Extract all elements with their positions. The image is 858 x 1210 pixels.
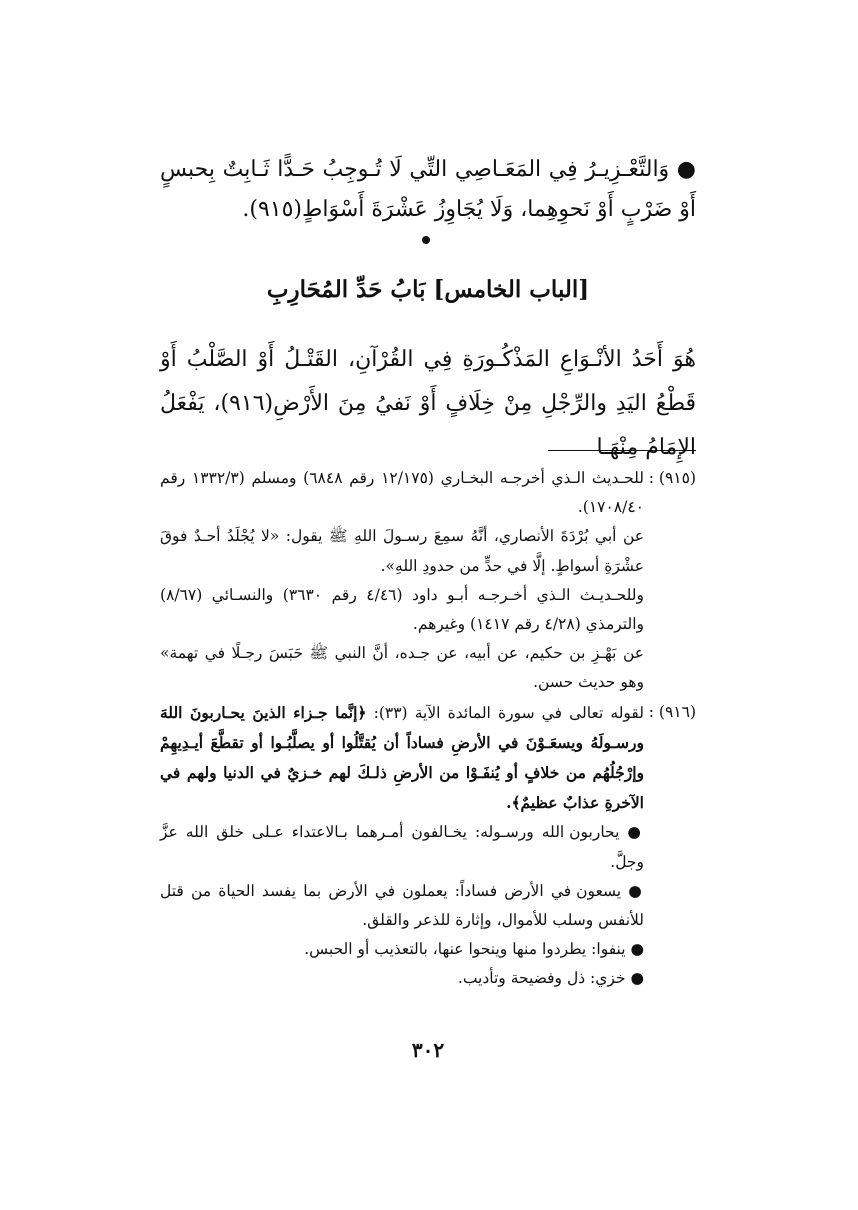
footnote-line: للحـديث الـذي أخرجـه البخـاري (١٢/١٧٥ رقم ٦٨٤٨) ومسلم (١٣٣٢/٣ رقم ١٧٠٨/٤٠). [160,469,644,517]
footnote-line: عن بَهْـزِ بن حكيم، عن أبيه، عن جـده، أنَّ النبي ﷺ حَبَسَ رجـلًا في تهمة» وهو حديث حسن. [160,644,644,692]
footnote-verse-paragraph [160,698,644,819]
footnotes-section [160,464,696,994]
footnote-916 [160,698,696,994]
footnote-line: وللحـديـث الـذي أخـرجـه أبـو داود (٤/٤٦ رقم ٣٦٣٠) والنسـائي (٨/٦٧) والترمذي (٤/٢٨ رقم ١٤١٧) وغيرهم. [160,585,645,634]
footnote-bullet: ● يسعون في الأرض فساداً: يعملون في الأرض بما يفسد الحياة من قتل للأنفس وسلب للأموال، وإثارة للذعر والقلق. [160,877,644,935]
footnote-line: عن أبي بُرْدَةَ الأنصاري، أنَّهُ سمِعَ رسـولَ اللهِ ﷺ يقول: «لا يُجْلَدُ أحـدٌ فوقَ عشْرَةِ أسواطٍ. إلَّا في حدٍّ من حدودِ اللهِ». [160,527,644,575]
footnote-bullet: ● يحاربون الله ورسـوله: يخـالفون أمـرهما بـالاعتداء عـلى خلق الله عزَّ وجلَّ. [160,818,644,876]
footnote-intro: لقوله تعالى في سورة المائدة الآية (٣٣): [373,703,644,722]
section-separator-dot [422,236,430,244]
quran-verse: ﴿إنَّما جـزاء الذينَ يحـاربونَ اللهَ ورسـولَهُ ويسعَـوْنَ في الأرضِ فساداً أن يُقتَّلُوا أو يصلَّبُـوا أو تقطَّعَ أيـدِيهِمْ وإرْجُلُهُم من خلافٍ أو يُنفَـوْا من الأرضِ ذلـكَ لهم خـزيٌ في الدنيا ولهم في الآخرةِ عذابٌ عظيمٌ﴾. [160,702,644,813]
footnote-number: (٩١٥) : [648,469,696,487]
muhareb-paragraph: هُوَ أَحَدُ الأنْـوَاعِ المَذْكُـورَةِ فِي القُرْآنِ، القَتْـلُ أَوْ الصَّلْبُ أَوْ قَطْعُ اليَدِ والرِّجْلِ مِنْ خِلَافٍ أَوْ نَفيُ مِنَ الأَرْضِ(٩١٦)، يَفْعَلُ الإِمَامُ مِنْهَـا [160,347,697,460]
footnote-divider [548,450,696,451]
footnote-bullet: ● خزي: ذل وفضيحة وتأديب. [160,964,644,993]
footnote-bullet: ● ينفوا: يطردوا منها وينحوا عنها، بالتعذيب أو الحبس. [160,935,644,964]
page-number: ٣٠٢ [411,1038,445,1062]
footnote-number: (٩١٦) : [648,702,696,721]
footnote-915 [160,464,696,698]
ta3zeer-paragraph: ● وَالتَّعْـزِيـرُ فِي المَعَـاصِي التِّي لَا تُـوجِبُ حَـدًّا ثَـابِتٌ بِحبسٍ أَوْ ضَرْبٍ أَوْ نَحوِهِما، وَلَا يُجَاوِزُ عَشْرَةَ أَسْوَاطٍ(٩١٥). [160,157,696,222]
chapter-title: [الباب الخامس] بَابُ حَدِّ المُحَارِبِ [266,276,590,303]
